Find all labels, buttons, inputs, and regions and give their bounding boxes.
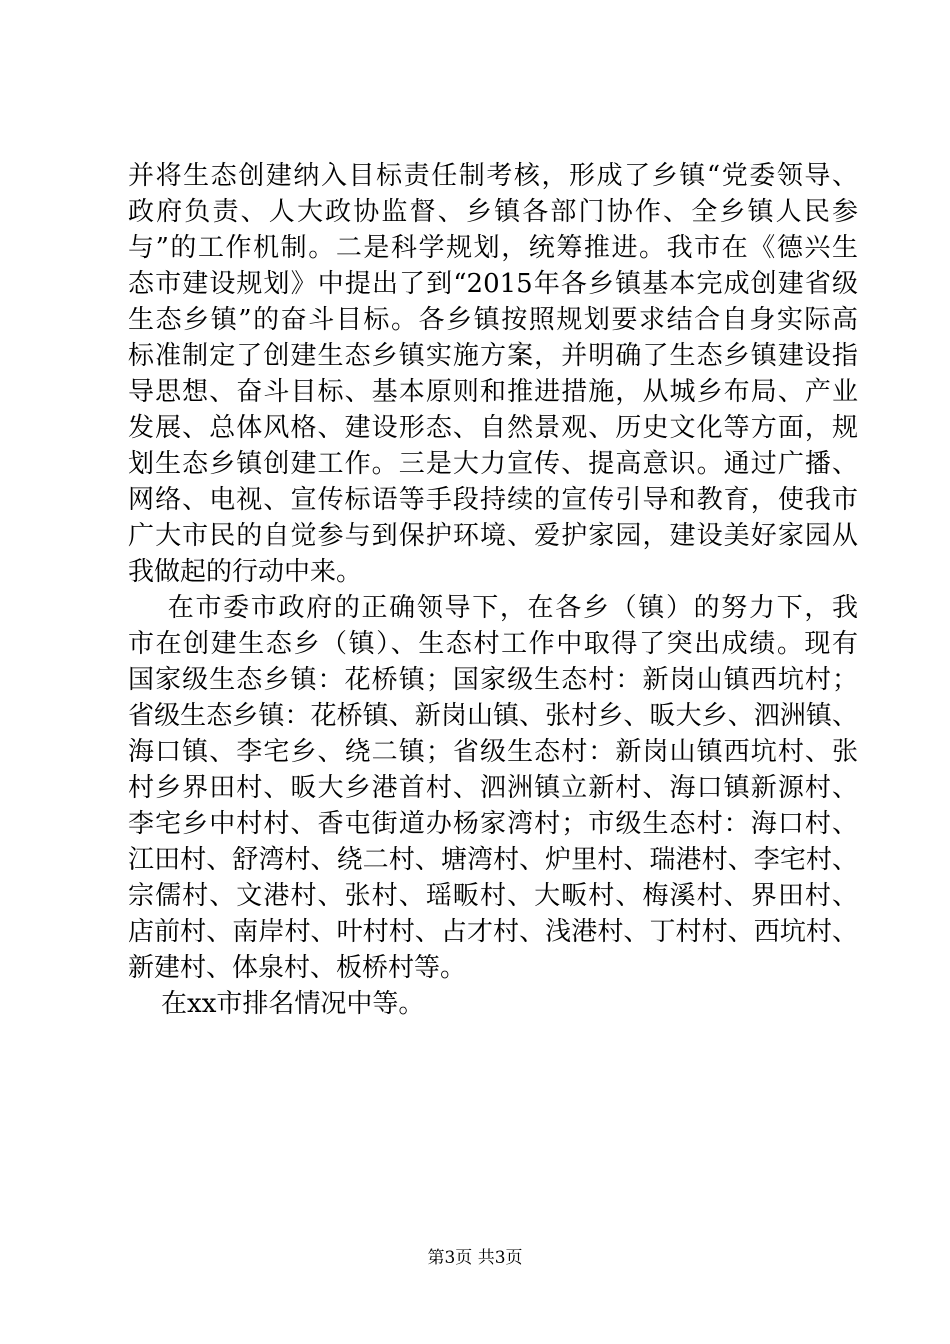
text-line: 店前村、南岸村、叶村村、占才村、浅港村、丁村村、西坑村、 <box>128 917 858 947</box>
text-line: 生态乡镇”的奋斗目标。各乡镇按照规划要求结合自身实际高 <box>128 305 858 335</box>
text-line: 宗儒村、文港村、张村、瑶畈村、大畈村、梅溪村、界田村、 <box>128 881 858 911</box>
text-line: 导思想、奋斗目标、基本原则和推进措施，从城乡布局、产业 <box>128 377 858 407</box>
text-line: 李宅乡中村村、香屯街道办杨家湾村；市级生态村：海口村、 <box>128 809 858 839</box>
text-line: 政府负责、人大政协监督、乡镇各部门协作、全乡镇人民参 <box>128 197 858 227</box>
text-line: 省级生态乡镇：花桥镇、新岗山镇、张村乡、昄大乡、泗洲镇、 <box>128 701 858 731</box>
paragraph-1 <box>128 158 858 590</box>
text-line: 海口镇、李宅乡、绕二镇；省级生态村：新岗山镇西坑村、张 <box>128 737 858 767</box>
document-body <box>128 158 858 1022</box>
text-line: 市在创建生态乡（镇）、生态村工作中取得了突出成绩。现有 <box>128 629 858 659</box>
text-line: 并将生态创建纳入目标责任制考核，形成了乡镇“党委领导、 <box>128 161 858 191</box>
text-line: 与”的工作机制。二是科学规划，统筹推进。我市在《德兴生 <box>128 233 858 263</box>
page-number-footer: 第3页 共3页 <box>427 1248 523 1268</box>
text-line: 网络、电视、宣传标语等手段持续的宣传引导和教育，使我市 <box>128 485 858 515</box>
text-line: 标准制定了创建生态乡镇实施方案，并明确了生态乡镇建设指 <box>128 341 858 371</box>
text-line: 在xx市排名情况中等。 <box>128 989 425 1019</box>
text-line: 江田村、舒湾村、绕二村、塘湾村、炉里村、瑞港村、李宅村、 <box>128 845 858 875</box>
text-line: 我做起的行动中来。 <box>128 557 363 587</box>
text-line: 新建村、体泉村、板桥村等。 <box>128 953 467 983</box>
text-line: 广大市民的自觉参与到保护环境、爱护家园，建设美好家园从 <box>128 521 858 551</box>
paragraph-3 <box>128 986 858 1022</box>
paragraph-2 <box>128 590 858 986</box>
text-line: 态市建设规划》中提出了到“2015年各乡镇基本完成创建省级 <box>128 269 858 299</box>
text-line: 在市委市政府的正确领导下，在各乡（镇）的努力下，我 <box>128 593 858 623</box>
text-line: 村乡界田村、昄大乡港首村、泗洲镇立新村、海口镇新源村、 <box>128 773 858 803</box>
text-line: 国家级生态乡镇：花桥镇；国家级生态村：新岗山镇西坑村； <box>128 665 858 695</box>
text-line: 划生态乡镇创建工作。三是大力宣传、提高意识。通过广播、 <box>128 449 858 479</box>
text-line: 发展、总体风格、建设形态、自然景观、历史文化等方面，规 <box>128 413 858 443</box>
